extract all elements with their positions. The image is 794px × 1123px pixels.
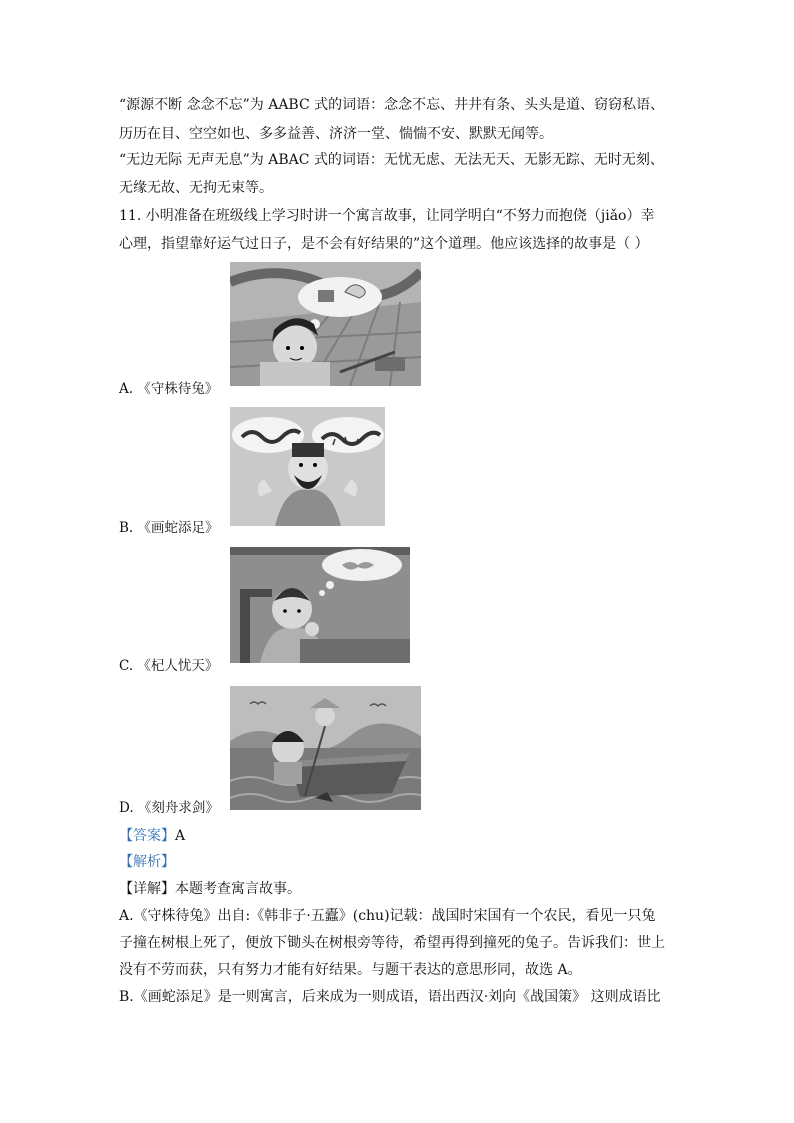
answer-value: A — [175, 828, 186, 844]
option-c-label: C. 《杞人忧天》 — [119, 658, 219, 674]
detail-line4: 没有不劳而获，只有努力才能有好结果。与题干表达的意思形同，故选 A。 — [119, 962, 582, 978]
option-b-label: B. 《画蛇添足》 — [119, 520, 219, 536]
detail-line5: B.《画蛇添足》是一则寓言，后来成为一则成语，语出西汉·刘向《战国策》 这则成语比 — [119, 989, 661, 1005]
question-11-line2: 心理，指望靠好运气过日子，是不会有好结果的”这个道理。他应该选择的故事是（ ） — [119, 236, 649, 252]
analysis-tag: 【解析】 — [119, 854, 175, 870]
paragraph-aabc-line1: “源源不断 念念不忘”为 AABC 式的词语：念念不忘、井井有条、头头是道、窃窃私语、 — [119, 97, 665, 113]
rabbit-stump-illustration — [230, 262, 421, 386]
paragraph-abac-line2: 无缘无故、无拘无束等。 — [119, 180, 273, 196]
detail-line2: A.《守株待兔》出自:《韩非子·五蠹》(chu)记载：战国时宋国有一个农民，看见一只兔 — [119, 908, 656, 924]
answer-tag: 【答案】 — [119, 828, 175, 844]
worried-sky-illustration — [230, 547, 410, 663]
question-11-line1: 11. 小明准备在班级线上学习时讲一个寓言故事，让同学明白“不努力而抱侥（jiǎo）幸 — [119, 208, 655, 224]
paragraph-aabc-line2: 历历在目、空空如也、多多益善、济济一堂、惴惴不安、默默无闻等。 — [119, 126, 553, 142]
boat-sword-illustration — [230, 686, 421, 810]
detail-line1: 【详解】本题考查寓言故事。 — [119, 881, 301, 897]
answer-line — [119, 826, 185, 846]
detail-line3: 子撞在树根上死了，便放下锄头在树根旁等待，希望再得到撞死的兔子。告诉我们：世上 — [119, 935, 665, 951]
snake-legs-illustration — [230, 407, 385, 526]
option-d-label: D. 《刻舟求剑》 — [119, 800, 219, 816]
paragraph-abac-line1: “无边无际 无声无息”为 ABAC 式的词语：无忧无虑、无法无天、无影无踪、无时无刻、 — [119, 152, 664, 168]
option-a-label: A. 《守株待兔》 — [119, 381, 219, 397]
